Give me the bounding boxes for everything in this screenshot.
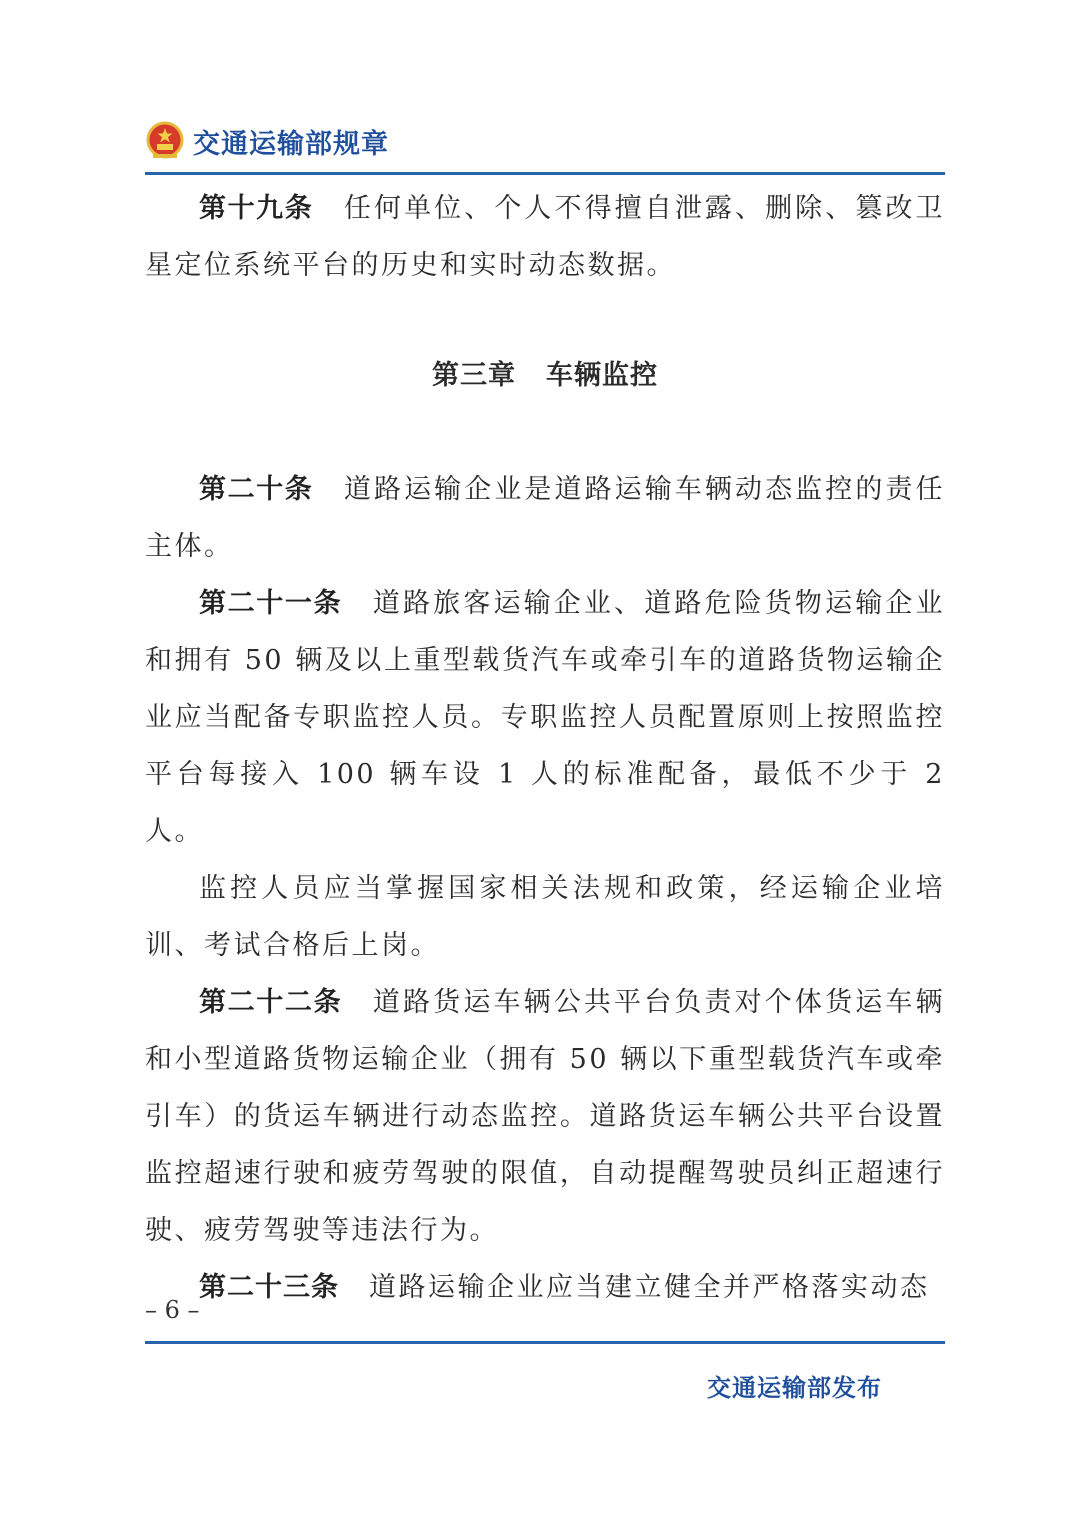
article-number: 第二十一条: [199, 588, 343, 619]
article-20: [145, 461, 945, 575]
article-text: 道路旅客运输企业、道路危险货物运输企业和拥有 50 辆及以上重型载货汽车或牵引车的道路货物运输企业应当配备专职监控人员。专职监控人员配置原则上按照监控平台每接入 100 辆车设 1 人的标准配备，最低不少于 2 人。: [145, 588, 946, 847]
article-text: 道路运输企业是道路运输车辆动态监控的责任主体。: [145, 474, 946, 562]
article-number: 第二十二条: [199, 987, 343, 1018]
chapter-number: 第三章: [432, 360, 516, 391]
article-text: 道路运输企业应当建立健全并严格落实动态: [369, 1272, 930, 1303]
document-body: [145, 180, 945, 1316]
footer-publisher: 交通运输部发布: [707, 1374, 882, 1402]
article-19: [145, 180, 945, 294]
article-21-continued: [145, 860, 945, 974]
article-23: [145, 1259, 945, 1316]
article-number: 第十九条: [199, 193, 314, 224]
article-text: 监控人员应当掌握国家相关法规和政策，经运输企业培训、考试合格后上岗。: [145, 873, 945, 961]
header-divider: [145, 172, 945, 175]
chapter-heading: [145, 347, 945, 404]
national-emblem-icon: [145, 121, 185, 161]
article-22: [145, 974, 945, 1259]
article-text: 道路货运车辆公共平台负责对个体货运车辆和小型道路货物运输企业（拥有 50 辆以下重型载货汽车或牵引车）的货运车辆进行动态监控。道路货运车辆公共平台设置监控超速行驶和疲劳驾驶的限值，自动提醒驾驶员纠正超速行驶、疲劳驾驶等违法行为。: [145, 987, 946, 1246]
article-number: 第二十条: [199, 474, 314, 505]
page-header: [145, 116, 389, 166]
header-title: 交通运输部规章: [193, 128, 389, 160]
article-number: 第二十三条: [199, 1272, 339, 1303]
footer-divider: [145, 1341, 945, 1344]
article-text: 任何单位、个人不得擅自泄露、删除、篡改卫星定位系统平台的历史和实时动态数据。: [145, 193, 946, 281]
article-21: [145, 575, 945, 860]
page-number: – 6 –: [145, 1296, 200, 1324]
chapter-title: 车辆监控: [546, 360, 658, 391]
